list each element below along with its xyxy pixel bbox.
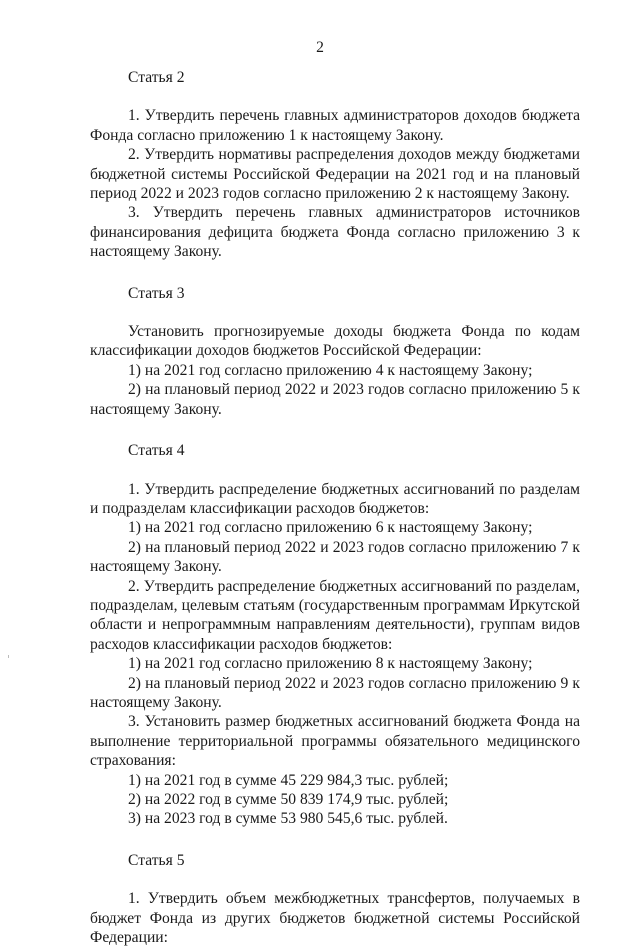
article-4 — [90, 441, 580, 829]
article-heading: Статья 5 — [128, 851, 185, 869]
article-heading: Статья 4 — [128, 442, 185, 460]
article-2 — [90, 68, 580, 262]
paragraph: 2. Утвердить нормативы распределения доходов между бюджетами бюджетной системы Российской Федерации на 2021 год и на плановый период 2022 и 2023 годов согласно приложению 2 к настоящему Закону. — [90, 146, 580, 203]
list-item: 2) на плановый период 2022 и 2023 годов согласно приложению 5 к настоящему Закону. — [90, 381, 580, 418]
list-item: 3) на 2023 год в сумме 53 980 545,6 тыс. рублей. — [128, 810, 448, 828]
paragraph: 2. Утвердить распределение бюджетных ассигнований по разделам, подразделам, целевым статьям (государственным программам Иркутской области и непрограммным направлениям деятельности), группам видов расходов классификации расходов бюджетов: — [90, 577, 580, 653]
article-heading: Статья 2 — [128, 69, 185, 86]
list-item: 1) на 2021 год в сумме 45 229 984,3 тыс. рублей; — [128, 771, 449, 789]
list-item: 1) на 2021 год согласно приложению 8 к настоящему Закону; — [128, 655, 533, 673]
page-number: 2 — [316, 39, 324, 56]
paragraph: 1. Утвердить объем межбюджетных трансфертов, получаемых в бюджет Фонда из других бюджетов бюджетной системы Российской Федерации: — [90, 890, 580, 947]
paragraph: Установить прогнозируемые доходы бюджета Фонда по кодам классификации доходов бюджетов Российской Федерации: — [90, 323, 580, 360]
article-heading: Статья 3 — [128, 284, 185, 302]
list-item: 1) на 2021 год согласно приложению 4 к настоящему Закону; — [128, 361, 533, 379]
paragraph: 3. Установить размер бюджетных ассигнований бюджета Фонда на выполнение территориальной программы обязательного медицинского страхования: — [90, 713, 580, 770]
list-item: 2) на плановый период 2022 и 2023 годов согласно приложению 9 к настоящему Закону. — [90, 674, 580, 711]
margin-mark — [8, 655, 9, 658]
article-3 — [90, 284, 580, 419]
paragraph: 1. Утвердить перечень главных администраторов доходов бюджета Фонда согласно приложению 1 к настоящему Закону. — [90, 107, 580, 144]
list-item: 2) на плановый период 2022 и 2023 годов согласно приложению 7 к настоящему Закону. — [90, 538, 580, 576]
article-5 — [90, 851, 580, 947]
list-item: 2) на 2022 год в сумме 50 839 174,9 тыс. рублей; — [128, 791, 449, 808]
paragraph: 3. Утвердить перечень главных администраторов источников финансирования дефицита бюджета Фонда согласно приложению 3 к настоящему Закону. — [90, 204, 580, 261]
document-body — [90, 68, 580, 947]
list-item: 1) на 2021 год согласно приложению 6 к настоящему Закону; — [128, 519, 533, 537]
paragraph: 1. Утвердить распределение бюджетных ассигнований по разделам и подразделам классификации расходов бюджетов: — [90, 480, 580, 517]
